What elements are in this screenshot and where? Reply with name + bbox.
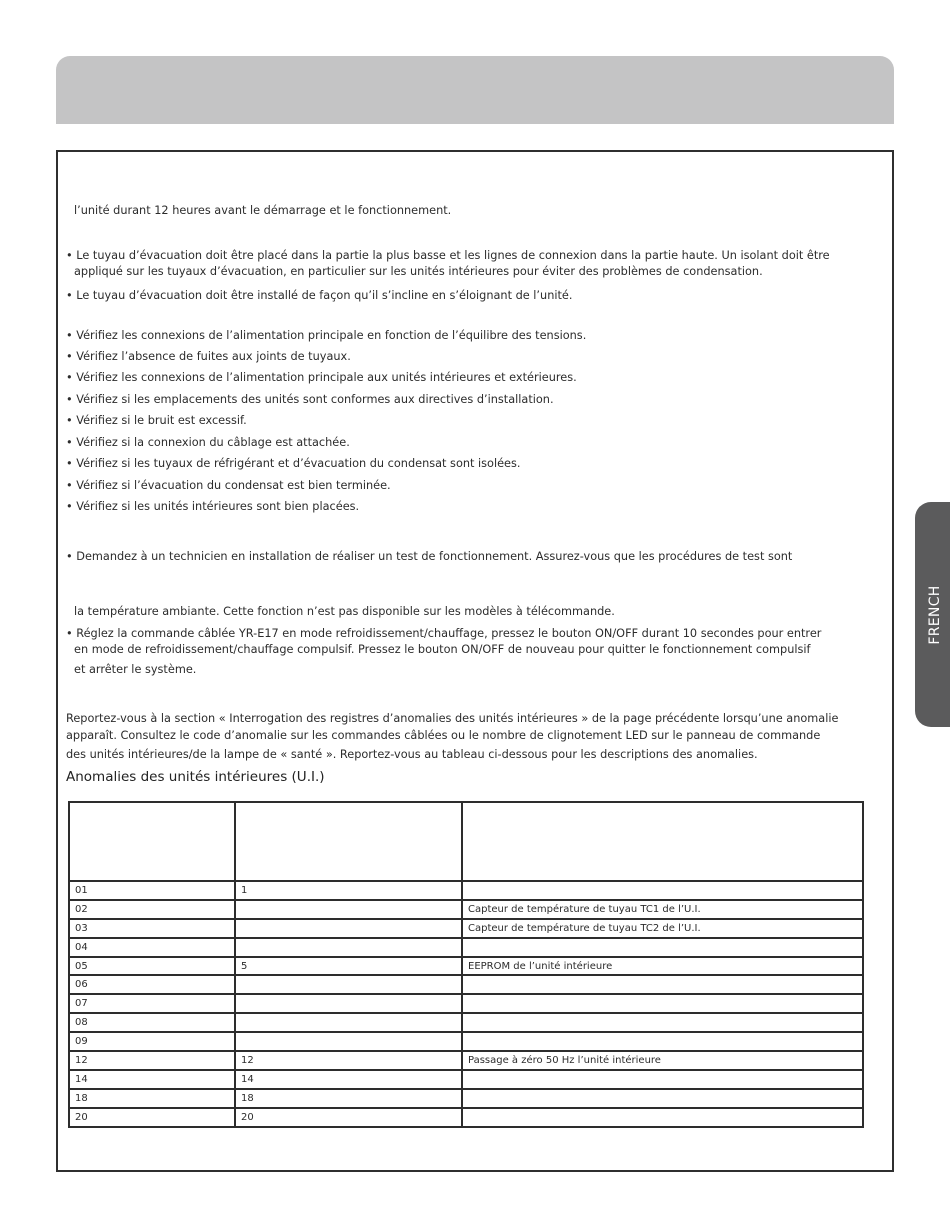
text-line: • Réglez la commande câblée YR-E17 en mode refroidissement/chauffage, pressez le bouton ON/OFF durant 10 secondes pour entrer bbox=[66, 627, 822, 640]
table-cell-desc bbox=[462, 994, 863, 1013]
indoor-unit-fault-table bbox=[68, 801, 864, 1128]
text-line: • Vérifiez les connexions de l’alimentation principale aux unités intérieures et extérieures. bbox=[66, 371, 577, 384]
table-row bbox=[69, 1070, 863, 1089]
table-row bbox=[69, 1013, 863, 1032]
table-cell-desc bbox=[462, 881, 863, 900]
table-cell-blinks: 5 bbox=[235, 957, 462, 976]
table-row bbox=[69, 900, 863, 919]
table-row bbox=[69, 975, 863, 994]
table-cell-code: 06 bbox=[69, 975, 235, 994]
table-cell-desc: Passage à zéro 50 Hz l’unité intérieure bbox=[462, 1051, 863, 1070]
text-line: • Vérifiez si le bruit est excessif. bbox=[66, 414, 247, 427]
table-cell-code: 12 bbox=[69, 1051, 235, 1070]
table-cell-code: 04 bbox=[69, 938, 235, 957]
table-cell-code: 03 bbox=[69, 919, 235, 938]
table-cell-desc: Capteur de température de tuyau TC2 de l’U.I. bbox=[462, 919, 863, 938]
table-cell-blinks: 14 bbox=[235, 1070, 462, 1089]
table-cell-blinks: 1 bbox=[235, 881, 462, 900]
text-line: appliqué sur les tuyaux d’évacuation, en particulier sur les unités intérieures pour éviter des problèmes de condensation. bbox=[74, 265, 763, 278]
page-header-band bbox=[56, 56, 894, 124]
header-cell-code bbox=[69, 802, 235, 881]
table-cell-desc bbox=[462, 1032, 863, 1051]
text-line: • Demandez à un technicien en installation de réaliser un test de fonctionnement. Assurez-vous que les procédures de test sont bbox=[66, 550, 793, 563]
table-cell-blinks: 20 bbox=[235, 1108, 462, 1127]
table-header-row bbox=[69, 802, 863, 881]
table-row bbox=[69, 957, 863, 976]
side-tab-label: FRENCH bbox=[927, 584, 943, 645]
table-cell-blinks: 12 bbox=[235, 1051, 462, 1070]
table-cell-blinks: 18 bbox=[235, 1089, 462, 1108]
table-cell-blinks bbox=[235, 919, 462, 938]
table-title: Anomalies des unités intérieures (U.I.) bbox=[66, 769, 325, 785]
table-cell-code: 09 bbox=[69, 1032, 235, 1051]
table-row bbox=[69, 1051, 863, 1070]
table-cell-code: 02 bbox=[69, 900, 235, 919]
table-row bbox=[69, 1108, 863, 1127]
table-row bbox=[69, 1089, 863, 1108]
table-cell-desc bbox=[462, 938, 863, 957]
text-line: la température ambiante. Cette fonction n’est pas disponible sur les modèles à télécommande. bbox=[74, 605, 615, 618]
table-cell-code: 18 bbox=[69, 1089, 235, 1108]
table-cell-code: 01 bbox=[69, 881, 235, 900]
header-cell-blinks bbox=[235, 802, 462, 881]
table-cell-blinks bbox=[235, 1013, 462, 1032]
text-line: en mode de refroidissement/chauffage compulsif. Pressez le bouton ON/OFF de nouveau pour quitter le fonctionnement compulsif bbox=[74, 643, 811, 656]
text-line: • Vérifiez si les tuyaux de réfrigérant et d’évacuation du condensat sont isolées. bbox=[66, 457, 521, 470]
text-line: • Vérifiez si les emplacements des unités sont conformes aux directives d’installation. bbox=[66, 393, 554, 406]
table-row bbox=[69, 919, 863, 938]
text-line: • Le tuyau d’évacuation doit être installé de façon qu’il s’incline en s’éloignant de l’unité. bbox=[66, 289, 573, 302]
table-cell-blinks bbox=[235, 1032, 462, 1051]
table-cell-blinks bbox=[235, 900, 462, 919]
table-cell-desc bbox=[462, 975, 863, 994]
table-cell-blinks bbox=[235, 975, 462, 994]
language-side-tab bbox=[915, 502, 950, 727]
table-cell-desc bbox=[462, 1108, 863, 1127]
text-line: des unités intérieures/de la lampe de « santé ». Reportez-vous au tableau ci-dessous pour les descriptions des anomalies. bbox=[66, 748, 758, 761]
text-line: • Vérifiez l’absence de fuites aux joints de tuyaux. bbox=[66, 350, 351, 363]
text-line: Reportez-vous à la section « Interrogation des registres d’anomalies des unités intérieures » de la page précédente lorsqu’une anomalie bbox=[66, 712, 839, 725]
text-line: apparaît. Consultez le code d’anomalie sur les commandes câblées ou le nombre de clignotement LED sur le panneau de commande bbox=[66, 729, 821, 742]
text-line: • Le tuyau d’évacuation doit être placé dans la partie la plus basse et les lignes de connexion dans la partie haute. Un isolant doit être bbox=[66, 249, 830, 262]
text-line: • Vérifiez si la connexion du câblage est attachée. bbox=[66, 436, 350, 449]
table-cell-desc: EEPROM de l’unité intérieure bbox=[462, 957, 863, 976]
table-cell-code: 07 bbox=[69, 994, 235, 1013]
text-line: l’unité durant 12 heures avant le démarrage et le fonctionnement. bbox=[74, 204, 452, 217]
table-cell-code: 05 bbox=[69, 957, 235, 976]
table-cell-desc: Capteur de température de tuyau TC1 de l’U.I. bbox=[462, 900, 863, 919]
table-cell-code: 08 bbox=[69, 1013, 235, 1032]
table-cell-desc bbox=[462, 1070, 863, 1089]
table-cell-desc bbox=[462, 1089, 863, 1108]
text-line: • Vérifiez si l’évacuation du condensat est bien terminée. bbox=[66, 479, 391, 492]
table-row bbox=[69, 994, 863, 1013]
header-cell-description bbox=[462, 802, 863, 881]
table-row bbox=[69, 881, 863, 900]
table-cell-blinks bbox=[235, 938, 462, 957]
table-cell-code: 20 bbox=[69, 1108, 235, 1127]
table-cell-code: 14 bbox=[69, 1070, 235, 1089]
text-line: • Vérifiez les connexions de l’alimentation principale en fonction de l’équilibre des tensions. bbox=[66, 329, 587, 342]
table-row bbox=[69, 1032, 863, 1051]
text-line: et arrêter le système. bbox=[74, 663, 197, 676]
table-cell-desc bbox=[462, 1013, 863, 1032]
table-row bbox=[69, 938, 863, 957]
table-cell-blinks bbox=[235, 994, 462, 1013]
text-line: • Vérifiez si les unités intérieures sont bien placées. bbox=[66, 500, 360, 513]
